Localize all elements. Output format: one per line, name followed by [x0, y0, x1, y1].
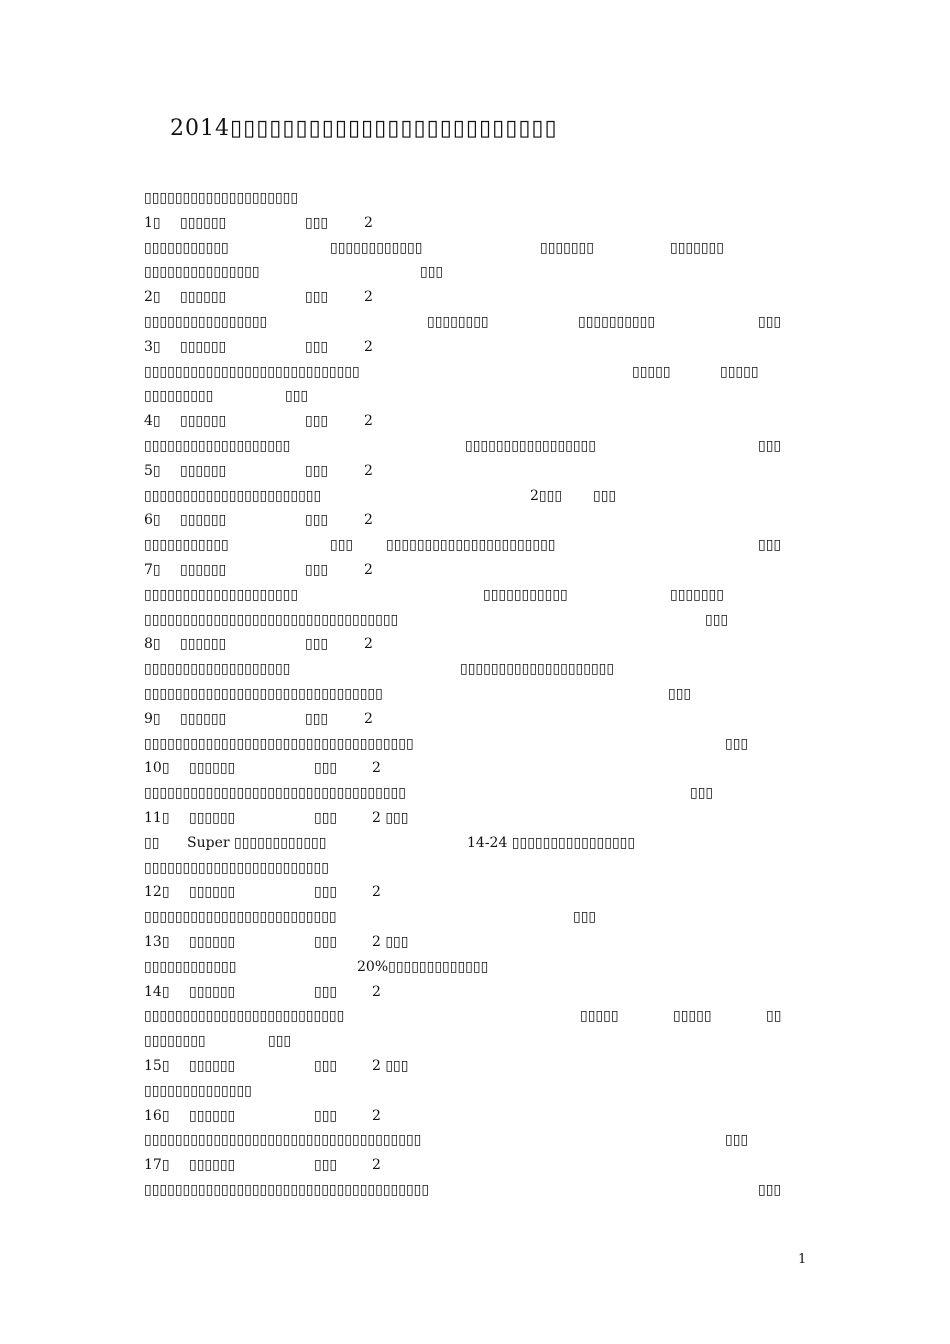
text-segment: ▯▯▯ — [758, 537, 782, 554]
text-line — [0, 434, 950, 458]
text-segment: ▯▯▯ — [690, 785, 714, 802]
text-line — [0, 955, 950, 979]
text-segment: ▯▯ — [144, 834, 160, 851]
text-line — [0, 236, 950, 260]
text-segment: ▯▯▯ — [305, 462, 329, 479]
text-segment: ▯▯▯▯▯▯ — [180, 562, 227, 578]
text-segment: 2 — [364, 214, 373, 231]
text-segment: ▯▯▯▯▯ — [720, 363, 759, 380]
text-segment: 9▯ — [144, 710, 161, 727]
text-segment: ▯▯▯ — [314, 934, 338, 950]
text-line — [0, 905, 950, 929]
text-segment: ▯▯▯ — [314, 1107, 338, 1124]
text-segment: ▯▯▯ — [705, 611, 729, 628]
text-line — [0, 409, 950, 433]
text-segment: ▯▯▯▯▯▯ — [189, 810, 236, 826]
text-line — [0, 533, 950, 557]
text-segment: ▯▯▯ — [305, 289, 329, 306]
text-segment: ▯▯▯▯▯▯▯▯▯▯▯▯▯▯▯▯▯▯▯▯▯▯▯▯▯▯ — [144, 1008, 345, 1025]
text-line — [0, 707, 950, 731]
text-line — [0, 384, 950, 408]
text-line — [0, 856, 950, 880]
text-segment: ▯▯▯▯▯▯▯▯▯▯▯▯▯▯▯▯▯▯▯▯ — [144, 586, 299, 603]
text-line — [0, 1128, 950, 1152]
text-line — [0, 335, 950, 359]
text-segment: 6▯ — [144, 512, 161, 529]
text-line — [0, 732, 950, 756]
text-segment: ▯▯▯▯▯▯ — [189, 934, 236, 950]
text-segment: ▯▯▯▯▯▯ — [180, 462, 227, 479]
text-line — [0, 1029, 950, 1053]
text-line — [0, 285, 950, 309]
text-segment: ▯▯▯▯▯▯▯▯▯▯▯▯▯▯▯ — [144, 264, 260, 281]
text-line — [0, 186, 950, 210]
text-line — [0, 310, 950, 334]
text-segment: ▯▯▯▯▯▯▯▯▯▯▯▯▯▯▯▯▯▯▯▯▯▯▯▯▯ — [144, 909, 337, 926]
text-segment: 2 — [364, 512, 373, 529]
text-segment: ▯▯▯▯▯▯▯▯▯▯▯▯▯▯▯▯▯ — [465, 438, 596, 454]
text-segment: ▯▯▯▯▯▯ — [189, 760, 236, 777]
text-segment: ▯▯▯ — [305, 562, 329, 578]
text-segment: 16▯ — [144, 1107, 170, 1124]
text-segment: ▯▯▯▯▯▯ — [189, 1107, 236, 1124]
text-segment: ▯▯▯ — [285, 388, 309, 405]
text-line — [0, 1153, 950, 1177]
text-segment: 2▯▯▯ — [530, 487, 563, 504]
document-title: 2014▯▯▯▯▯▯▯▯▯▯▯▯▯▯▯▯▯▯▯▯▯▯▯▯▯ — [170, 116, 558, 141]
text-segment: ▯▯▯ — [725, 1132, 749, 1149]
text-line — [0, 260, 950, 284]
text-segment: ▯▯▯▯▯▯▯▯▯▯▯▯ — [330, 239, 423, 256]
text-segment: 13▯ — [144, 934, 170, 950]
text-segment: ▯▯▯ — [573, 909, 597, 926]
text-segment: ▯▯ — [766, 1008, 782, 1025]
page-number: 1 — [798, 1252, 807, 1267]
text-segment: 14-24 ▯▯▯▯▯▯▯▯▯▯▯▯▯▯▯▯ — [467, 834, 636, 851]
text-segment: ▯▯▯ — [305, 214, 329, 231]
text-segment: 1▯ — [144, 214, 161, 231]
text-segment: ▯▯▯▯▯▯▯▯▯▯▯▯▯▯▯▯▯▯▯▯▯▯▯▯▯▯▯▯▯▯▯▯▯▯ — [144, 785, 406, 802]
text-segment: 3▯ — [144, 338, 161, 355]
text-segment: 2 ▯▯▯ — [372, 810, 409, 826]
text-segment: 2 — [372, 884, 381, 901]
text-segment: ▯▯▯▯▯▯▯▯▯▯ — [578, 314, 656, 330]
text-segment: 2 — [364, 289, 373, 306]
text-segment: ▯▯▯ — [305, 413, 329, 430]
text-segment: 8▯ — [144, 636, 161, 653]
text-segment: ▯▯▯▯▯▯▯▯▯▯▯▯▯▯▯▯▯▯▯▯▯▯▯▯▯▯▯▯ — [144, 363, 360, 380]
text-line — [0, 1178, 950, 1202]
text-segment: ▯▯▯▯▯▯ — [180, 512, 227, 529]
text-segment: ▯▯▯▯▯▯▯▯▯▯▯▯▯▯▯▯▯▯▯▯▯▯▯▯▯▯▯▯▯▯▯▯▯▯▯▯▯ — [144, 1182, 430, 1198]
text-segment: 2 — [364, 636, 373, 653]
text-segment: ▯▯▯▯▯▯▯▯▯▯▯▯ — [144, 958, 237, 975]
text-line — [0, 459, 950, 483]
text-line — [0, 1054, 950, 1078]
text-line — [0, 632, 950, 656]
text-segment: 2 — [364, 462, 373, 479]
text-segment: ▯▯▯▯▯▯ — [180, 413, 227, 430]
text-segment: ▯▯▯▯▯▯▯▯▯▯▯▯▯▯▯▯▯▯▯▯▯▯▯▯▯▯▯▯▯▯▯▯▯▯▯▯ — [144, 1132, 422, 1149]
text-line — [0, 657, 950, 681]
text-segment: ▯▯▯▯▯▯ — [180, 289, 227, 306]
text-segment: ▯▯▯▯▯▯ — [180, 710, 227, 727]
text-segment: ▯▯▯ — [314, 983, 338, 1000]
text-segment: ▯▯▯ — [314, 884, 338, 901]
text-line — [0, 608, 950, 632]
text-segment: ▯▯▯▯▯▯▯▯▯ — [144, 388, 214, 405]
text-segment: ▯▯▯▯▯▯▯▯▯▯▯▯▯▯▯▯▯▯▯▯▯▯▯▯ — [144, 859, 329, 876]
text-line — [0, 360, 950, 384]
text-segment: ▯▯▯ — [305, 636, 329, 653]
text-segment: ▯▯▯▯▯ — [673, 1008, 712, 1025]
text-line — [0, 880, 950, 904]
text-segment: ▯▯▯▯▯▯▯▯▯▯▯▯▯▯ — [144, 1082, 252, 1099]
text-segment: ▯▯▯ — [758, 438, 782, 454]
text-segment: ▯▯▯▯▯▯▯▯▯▯▯▯▯▯▯▯▯▯▯ — [144, 661, 291, 678]
text-line — [0, 756, 950, 780]
text-segment: ▯▯▯▯▯▯ — [180, 214, 227, 231]
text-segment: 2 — [372, 1107, 381, 1124]
text-segment: 2 — [364, 338, 373, 355]
text-segment: 2 — [364, 562, 373, 578]
text-segment: ▯▯▯ — [305, 512, 329, 529]
text-segment: ▯▯▯ — [758, 314, 782, 330]
text-segment: 2 — [372, 1157, 381, 1174]
text-segment: ▯▯▯▯▯▯▯▯ — [144, 1033, 206, 1050]
text-segment: 10▯ — [144, 760, 170, 777]
text-segment: ▯▯▯▯▯▯ — [180, 636, 227, 653]
text-segment: ▯▯▯▯▯▯▯▯▯▯▯ — [144, 239, 229, 256]
text-segment: 20%▯▯▯▯▯▯▯▯▯▯▯▯▯ — [357, 958, 489, 975]
text-segment: ▯▯▯▯▯▯▯▯▯▯▯▯▯▯▯▯▯▯▯ — [144, 438, 291, 454]
text-segment: ▯▯▯ — [758, 1182, 782, 1198]
text-segment: ▯▯▯▯▯ — [632, 363, 671, 380]
text-segment: ▯▯▯ — [668, 686, 692, 702]
text-segment: 11▯ — [144, 810, 170, 826]
text-segment: 2 — [364, 413, 373, 430]
text-segment: 2▯ — [144, 289, 161, 306]
text-segment: ▯▯▯▯▯▯▯ — [540, 239, 594, 256]
text-line — [0, 682, 950, 706]
text-segment: 17▯ — [144, 1157, 170, 1174]
text-segment: ▯▯▯ — [330, 537, 354, 554]
text-segment: ▯▯▯▯▯▯▯▯▯▯▯ — [144, 537, 229, 554]
text-segment: ▯▯▯ — [593, 487, 617, 504]
text-line — [0, 508, 950, 532]
text-segment: ▯▯▯ — [268, 1033, 292, 1050]
text-segment: 2 — [372, 983, 381, 1000]
text-segment: ▯▯▯▯▯▯▯ — [670, 586, 724, 603]
text-segment: ▯▯▯▯▯▯ — [180, 338, 227, 355]
text-segment: ▯▯▯▯▯▯▯▯▯▯▯▯▯▯▯▯▯▯▯▯▯▯▯ — [144, 487, 322, 504]
text-segment: 2 ▯▯▯ — [372, 934, 409, 950]
text-segment: 15▯ — [144, 1058, 170, 1074]
text-segment: ▯▯▯▯▯▯ — [189, 884, 236, 901]
text-line — [0, 1004, 950, 1028]
text-segment: ▯▯▯ — [314, 1058, 338, 1074]
text-line — [0, 806, 950, 830]
text-segment: ▯▯▯ — [314, 760, 338, 777]
text-segment: ▯▯▯ — [305, 710, 329, 727]
text-segment: 2 ▯▯▯ — [372, 1058, 409, 1074]
text-segment: ▯▯▯▯▯▯▯▯▯▯▯▯▯▯▯▯ — [144, 314, 268, 330]
text-line — [0, 831, 950, 855]
text-segment: 12▯ — [144, 884, 170, 901]
text-line — [0, 211, 950, 235]
text-segment: ▯▯▯ — [420, 264, 444, 281]
text-segment: ▯▯▯ — [725, 735, 749, 752]
text-segment: ▯▯▯▯▯▯▯▯▯▯▯▯▯▯▯▯▯▯▯▯ — [460, 661, 615, 678]
text-segment: ▯▯▯ — [314, 810, 338, 826]
text-line — [0, 484, 950, 508]
text-segment: 2 — [372, 760, 381, 777]
text-segment: ▯▯▯▯▯ — [580, 1008, 619, 1025]
text-segment: 14▯ — [144, 983, 170, 1000]
text-segment: ▯▯▯▯▯▯▯▯▯▯▯▯▯▯▯▯▯▯▯▯ — [144, 190, 299, 206]
text-segment: ▯▯▯▯▯▯ — [189, 1157, 236, 1174]
text-segment: ▯▯▯▯▯▯ — [189, 1058, 236, 1074]
text-segment: Super ▯▯▯▯▯▯▯▯▯▯▯▯ — [187, 834, 327, 851]
text-segment: ▯▯▯▯▯▯▯▯▯▯▯▯▯▯▯▯▯▯▯▯▯▯▯▯▯▯▯▯▯▯▯▯▯ — [144, 611, 399, 628]
text-segment: ▯▯▯▯▯▯▯▯▯▯▯▯▯▯▯▯▯▯▯▯▯▯▯▯▯▯▯▯▯▯▯▯▯▯▯ — [144, 735, 414, 752]
text-segment: ▯▯▯▯▯▯▯▯▯▯▯ — [483, 586, 568, 603]
text-segment: 2 — [364, 710, 373, 727]
text-segment: ▯▯▯ — [305, 338, 329, 355]
text-segment: ▯▯▯▯▯▯▯▯ — [427, 314, 489, 330]
text-segment: 4▯ — [144, 413, 161, 430]
text-line — [0, 930, 950, 954]
text-segment: ▯▯▯▯▯▯▯▯▯▯▯▯▯▯▯▯▯▯▯▯▯▯▯▯▯▯▯▯▯▯▯ — [144, 686, 383, 702]
text-line — [0, 583, 950, 607]
text-line — [0, 1079, 950, 1103]
text-line — [0, 558, 950, 582]
text-line — [0, 781, 950, 805]
text-segment: ▯▯▯▯▯▯▯▯▯▯▯▯▯▯▯▯▯▯▯▯▯▯ — [386, 537, 556, 554]
text-line — [0, 1104, 950, 1128]
text-segment: ▯▯▯▯▯▯▯ — [670, 239, 724, 256]
text-segment: ▯▯▯ — [314, 1157, 338, 1174]
text-line — [0, 980, 950, 1004]
text-segment: ▯▯▯▯▯▯ — [189, 983, 236, 1000]
text-segment: 7▯ — [144, 562, 161, 578]
text-segment: 5▯ — [144, 462, 161, 479]
